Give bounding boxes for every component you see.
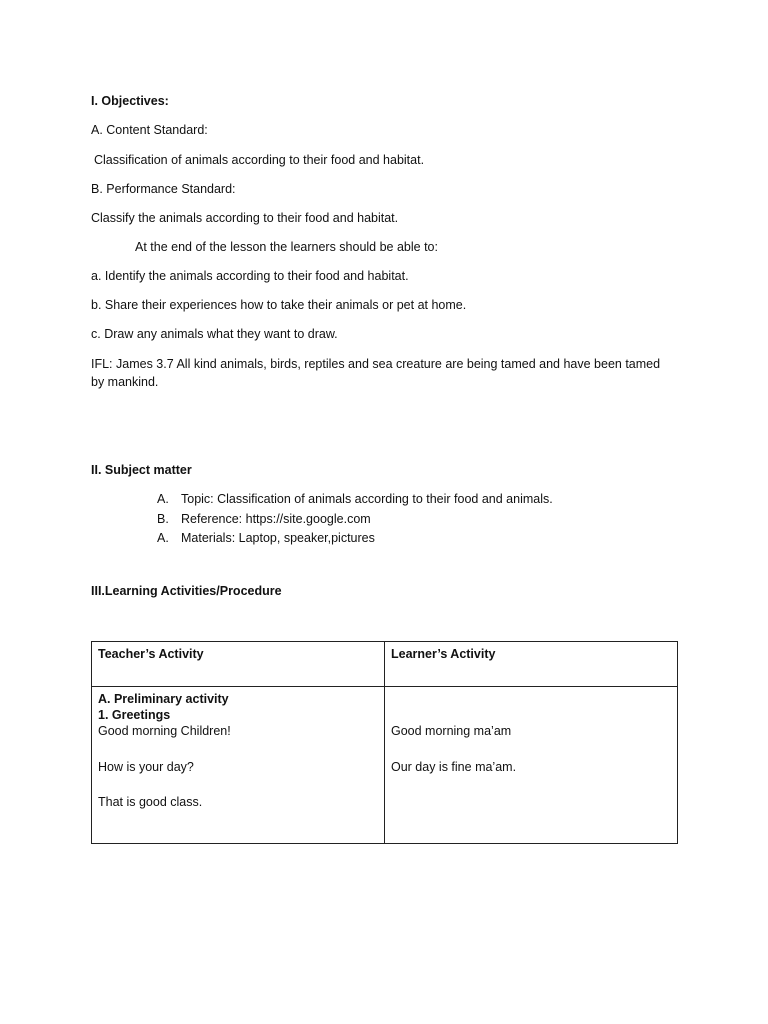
performance-standard-text: Classify the animals according to their food and habitat.: [91, 211, 399, 225]
learner-activity-cell: [385, 687, 678, 844]
learner-line: Good morning ma’am: [391, 724, 512, 738]
list-item-text: Materials: Laptop, speaker,pictures: [181, 531, 375, 545]
ifl-line: by mankind.: [91, 375, 159, 389]
table-row: [92, 687, 678, 844]
objective-item: a. Identify the animals according to their food and habitat.: [91, 269, 409, 283]
greetings-heading: 1. Greetings: [98, 708, 171, 722]
subject-matter-item: [157, 511, 371, 527]
learner-activity-header: [385, 642, 678, 687]
list-item-text: Topic: Classification of animals according to their food and animals.: [181, 492, 553, 506]
subject-matter-item: [157, 530, 375, 546]
teacher-line: How is your day?: [98, 760, 194, 774]
teacher-line: Good morning Children!: [98, 724, 231, 738]
list-marker: A.: [157, 492, 169, 506]
ifl-line: IFL: James 3.7 All kind animals, birds, reptiles and sea creature are being tamed and have been tamed: [91, 357, 661, 371]
subject-matter-heading: II. Subject matter: [91, 463, 192, 477]
teacher-activity-header: [92, 642, 385, 687]
activity-table: [91, 641, 678, 844]
objective-item: c. Draw any animals what they want to draw.: [91, 327, 338, 341]
table-header-row: [92, 642, 678, 687]
subject-matter-item: [157, 491, 553, 507]
column-header: Teacher’s Activity: [98, 647, 204, 661]
procedure-heading: III.Learning Activities/Procedure: [91, 584, 282, 598]
list-marker: A.: [157, 531, 169, 545]
teacher-activity-cell: [92, 687, 385, 844]
objectives-heading: I. Objectives:: [91, 94, 169, 108]
teacher-line: That is good class.: [98, 795, 203, 809]
content-standard-label: A. Content Standard:: [91, 123, 208, 137]
preliminary-activity-heading: A. Preliminary activity: [98, 692, 229, 706]
content-standard-text: Classification of animals according to their food and habitat.: [94, 153, 425, 167]
list-item-text: Reference: https://site.google.com: [181, 512, 371, 526]
performance-standard-label: B. Performance Standard:: [91, 182, 236, 196]
learner-line: Our day is fine ma’am.: [391, 760, 517, 774]
objectives-intro: At the end of the lesson the learners should be able to:: [135, 240, 438, 254]
column-header: Learner’s Activity: [391, 647, 496, 661]
objective-item: b. Share their experiences how to take their animals or pet at home.: [91, 298, 467, 312]
list-marker: B.: [157, 512, 169, 526]
